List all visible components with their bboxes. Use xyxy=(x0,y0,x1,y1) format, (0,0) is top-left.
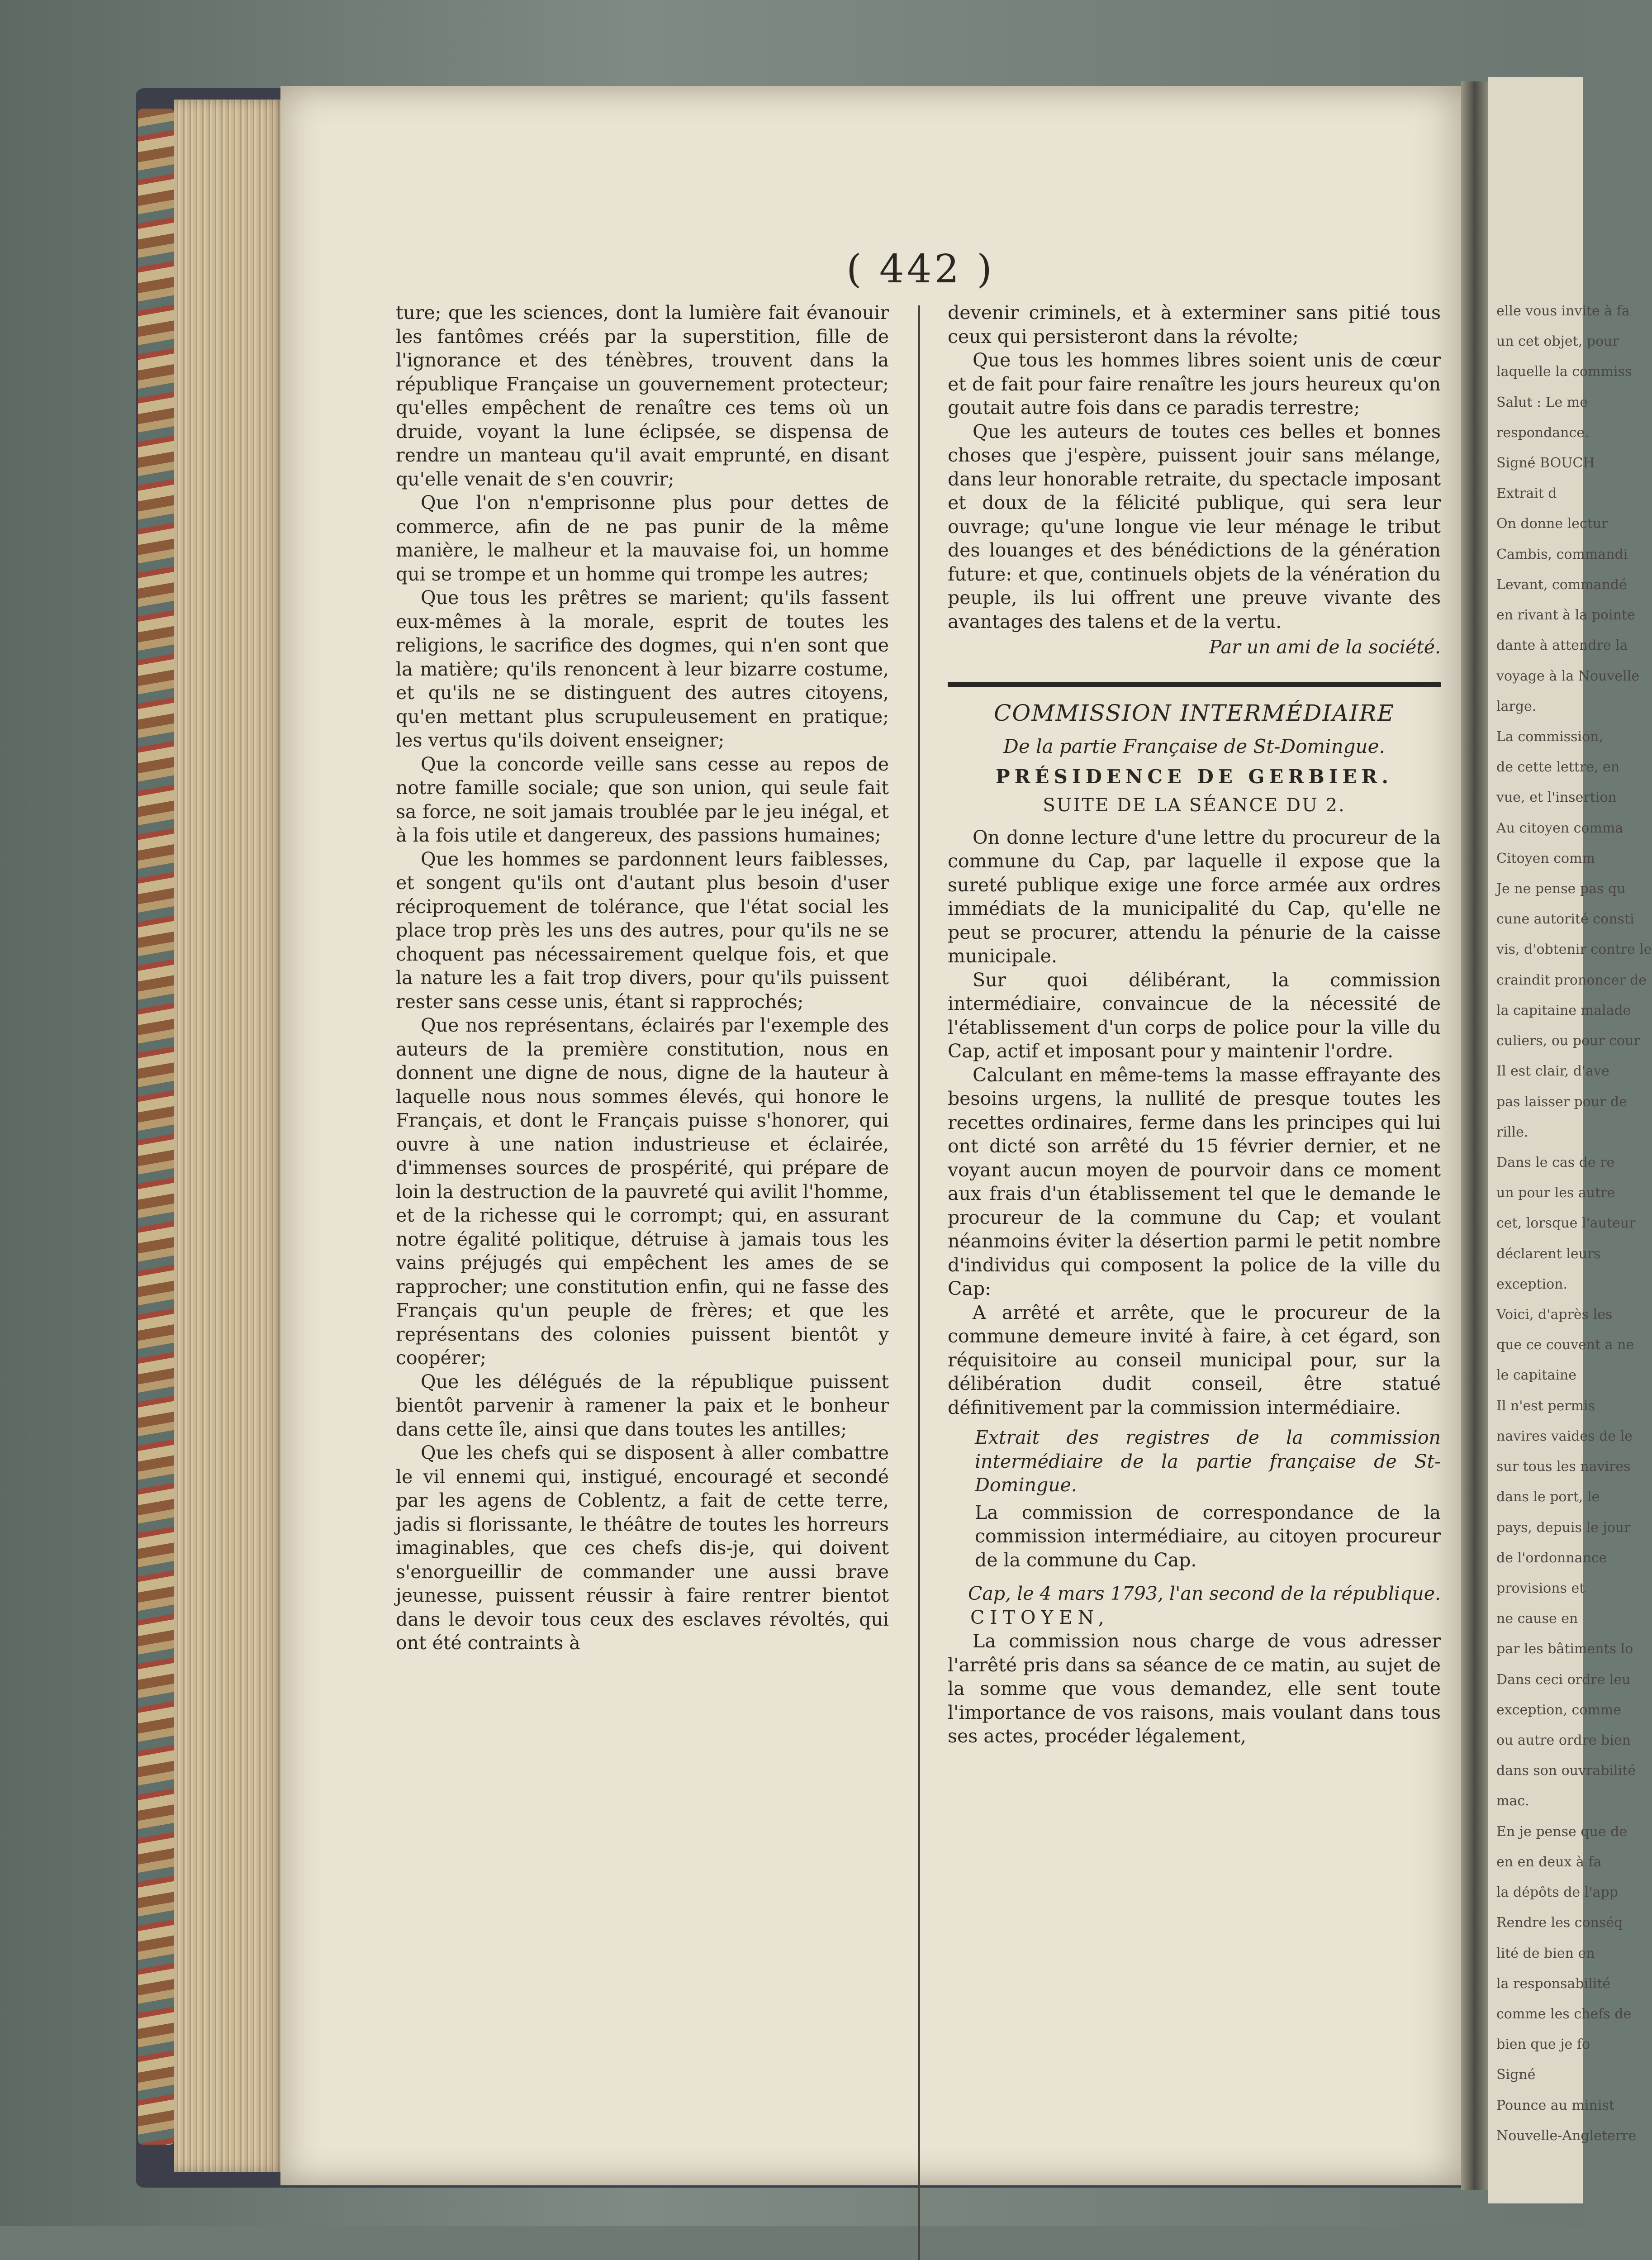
page-edges xyxy=(174,100,287,2172)
facing-page xyxy=(1488,77,1652,2203)
paragraph: Que nos représentans, éclairés par l'exemple des auteurs de la première constitution, nous en donnent une digne de nous, digne de la hauteur à laquelle nous nous sommes élevés, qui honore le Français, et dont le Français puisse s'honorer, qui ouvre à une nation industrieuse et éclairée, d'immenses sources de prospérité, qui prépare de loin la destruction de la pauvreté qui avilit l'homme, et de la richesse qui le corrompt; qui, en assurant notre égalité politique, détruise à jamais tous les vains préjugés qui empêchent les ames de se rapprocher; une constitution enfin, qui ne fasse des Français qu'un peuple de frères; et que les représentans des colonies puissent bientôt y coopérer; xyxy=(396,1014,889,1369)
facing-page-snippet: dans le port, le xyxy=(1496,1489,1600,1505)
facing-page-snippet: Rendre les conséq xyxy=(1496,1915,1623,1931)
paragraph: Que tous les hommes libres soient unis de cœur et de fait pour faire renaître les jours heureux qu'on goutait autre fois dans ce paradis terrestre; xyxy=(948,349,1441,419)
facing-page-snippet: La commission, xyxy=(1496,729,1604,745)
facing-page-snippet: la responsabilité xyxy=(1496,1976,1611,1992)
facing-page-snippet: de l'ordonnance xyxy=(1496,1550,1607,1566)
facing-page-snippet: cune autorité consti xyxy=(1496,911,1634,927)
facing-page-snippet: En je pense que de xyxy=(1496,1824,1628,1840)
section-subheading: De la partie Française de St-Domingue. xyxy=(1003,735,1385,757)
paragraph: Que les hommes se pardonnent leurs faiblesses, et songent qu'ils ont d'autant plus besoin d'user réciproquement de tolérance, que l'état social les place trop près les uns des autres, pour qu'ils ne se choquent pas nécessairement quelque fois, et que la nature les a fait trop divers, pour qu'ils puissent rester sans cesse unis, étant si rapprochés; xyxy=(396,848,889,1013)
paragraph: Que tous les prêtres se marient; qu'ils fassent eux-mêmes à la morale, esprit de toutes les religions, le sacrifice des dogmes, qui n'en sont que la matière; qu'ils renoncent à leur bizarre costume, et qu'ils ne se distinguent des autres citoyens, qu'en mettant plus scrupuleusement en pratique; les vertus qu'ils doivent enseigner; xyxy=(396,587,889,751)
facing-page-snippet: Je ne pense pas qu xyxy=(1496,881,1626,897)
facing-page-snippet: Signé xyxy=(1496,2067,1536,2083)
facing-page-snippet: sur tous les navires xyxy=(1496,1459,1631,1475)
facing-page-snippet: provisions et xyxy=(1496,1580,1585,1596)
facing-page-snippet: culiers, ou pour cour xyxy=(1496,1033,1640,1049)
facing-page-snippet: respondance. xyxy=(1496,425,1589,441)
presidence-heading: PRÉSIDENCE DE GERBIER. xyxy=(996,765,1393,788)
section-rule xyxy=(948,682,1441,687)
facing-page-snippet: Dans le cas de re xyxy=(1496,1155,1615,1170)
facing-page-snippet: Signé BOUCH xyxy=(1496,455,1595,471)
page-number: ( 442 ) xyxy=(846,247,995,292)
facing-page-snippet: On donne lectur xyxy=(1496,516,1608,532)
paragraph: devenir criminels, et à exterminer sans pitié tous ceux qui persisteront dans la révolte; xyxy=(948,302,1441,347)
facing-page-snippet: un cet objet, pour xyxy=(1496,333,1619,349)
paragraph: On donne lecture d'une lettre du procureur de la commune du Cap, par laquelle il expose que la sureté publique exige une force armée aux ordres immédiats de la municipalité du Cap, qu'elle ne peut se procurer, attendu la pénurie de la caisse municipale. xyxy=(948,826,1441,967)
facing-page-snippet: Salut : Le me xyxy=(1496,395,1588,410)
facing-page-snippet: Extrait d xyxy=(1496,485,1557,501)
left-column xyxy=(396,301,889,1655)
paragraph: A arrêté et arrête, que le procureur de la commune demeure invité à faire, à cet égard, son réquisitoire au conseil municipal pour, sur la délibération dudit conseil, être statué définitivement par la commission intermédiaire. xyxy=(948,1301,1441,1418)
facing-page-snippet: rille. xyxy=(1496,1124,1529,1140)
paragraph: Que les délégués de la république puissent bientôt parvenir à ramener la paix et le bonheur dans cette île, ainsi que dans toutes les antilles; xyxy=(396,1370,889,1440)
facing-page-snippet: Nouvelle-Angleterre xyxy=(1496,2128,1637,2144)
column-divider xyxy=(918,305,920,2260)
signature: Par un ami de la société. xyxy=(1209,636,1441,658)
facing-page-snippet: vis, d'obtenir contre le xyxy=(1496,942,1652,957)
facing-page-snippet: en en deux à fa xyxy=(1496,1854,1602,1870)
facing-page-snippet: comme les chefs de xyxy=(1496,2006,1632,2022)
right-column xyxy=(948,301,1441,1748)
facing-page-snippet: bien que je fo xyxy=(1496,2036,1590,2052)
facing-page-snippet: que ce couvent a ne xyxy=(1496,1337,1634,1353)
marbled-edge xyxy=(138,109,174,2145)
extrait-heading: Extrait des registres de la commission intermédiaire de la partie française de St-Domingue. xyxy=(975,1427,1441,1496)
facing-page-snippet: Citoyen comm xyxy=(1496,851,1595,866)
facing-page-snippet: la dépôts de l'app xyxy=(1496,1884,1618,1900)
facing-page-snippet: Cambis, commandi xyxy=(1496,547,1628,562)
facing-page-snippet: craindit prononcer de xyxy=(1496,972,1647,988)
facing-page-snippet: ou autre ordre bien xyxy=(1496,1732,1631,1748)
paragraph: Que les chefs qui se disposent à aller combattre le vil ennemi qui, instigué, encouragé et secondé par les agens de Coblentz, a fait de cette terre, jadis si florissante, le théâtre de toutes les horreurs imaginables, que ces chefs dis-je, qui doivent s'enorgueillir de commander une aussi brave jeunesse, puissent réussir à faire rentrer bientot dans le devoir tous ceux des esclaves révoltés, qui ont été contraints à xyxy=(396,1442,889,1654)
facing-page-snippet: dante à attendre la xyxy=(1496,638,1628,653)
facing-page-snippet: en rivant à la pointe xyxy=(1496,607,1635,623)
paragraph: Que l'on n'emprisonne plus pour dettes de commerce, afin de ne pas punir de la même manière, le malheur et la mauvaise foi, un homme qui se trompe et un homme qui trompe les autres; xyxy=(396,492,889,585)
facing-page-snippet: Dans ceci ordre leu xyxy=(1496,1672,1631,1688)
facing-page-snippet: elle vous invite à fa xyxy=(1496,303,1630,319)
date-line: Cap, le 4 mars 1793, l'an second de la république. xyxy=(968,1583,1441,1604)
paragraph: La commission nous charge de vous adresser l'arrêté pris dans sa séance de ce matin, au sujet de la somme que vous demandez, elle sent toute l'importance de vos raisons, mais voulant dans tous ses actes, procéder légalement, xyxy=(948,1630,1441,1747)
facing-page-snippet: pays, depuis le jour xyxy=(1496,1520,1631,1536)
facing-page-snippet: dans son ouvrabilité xyxy=(1496,1763,1636,1779)
facing-page-snippet: Il n'est permis xyxy=(1496,1398,1595,1414)
facing-page-snippet: exception. xyxy=(1496,1276,1568,1292)
salutation: CITOYEN, xyxy=(970,1606,1110,1628)
address-line: La commission de correspondance de la commission intermédiaire, au citoyen procureur de la commune du Cap. xyxy=(975,1501,1441,1571)
facing-page-snippet: déclarent leurs xyxy=(1496,1246,1601,1262)
facing-page-snippet: Il est clair, d'ave xyxy=(1496,1063,1609,1079)
paragraph: Que les auteurs de toutes ces belles et bonnes choses que j'espère, puissent jouir sans mélange, dans leur honorable retraite, du spectacle imposant et doux de la félicité publique, qui sera leur ouvrage; qu'une longue vie leur ménage le tribut des louanges et des bénédictions de la génération future: et que, continuels objets de la vénération du peuple, ils lui offrent une preuve vivante des avantages des talens et de la vertu. xyxy=(948,420,1441,633)
facing-page-snippet: pas laisser pour de xyxy=(1496,1094,1627,1110)
paragraph: Que la concorde veille sans cesse au repos de notre famille sociale; que son union, qui seule fait sa force, ne soit jamais troublée par le jeu inégal, et à la fois utile et dangereux, des passions humaines; xyxy=(396,753,889,846)
facing-page-snippet: navires vaides de le xyxy=(1496,1428,1633,1444)
paragraph: ture; que les sciences, dont la lumière fait évanouir les fantômes créés par la superstition, fille de l'ignorance et des ténèbres, trouvent dans la république Française un gouvernement protecteur; qu'elles empêchent de renaître ces tems où un druide, voyant la lune éclipsée, se dispensa de rendre un manteau qu'il avait emprunté, en disant qu'elle venait de s'en couvrir; xyxy=(396,302,889,490)
facing-page-snippet: la capitaine malade xyxy=(1496,1003,1631,1018)
facing-page-snippet: lité de bien en xyxy=(1496,1946,1595,1961)
facing-page-snippet: exception, comme xyxy=(1496,1702,1622,1718)
facing-page-snippet: large. xyxy=(1496,699,1537,714)
facing-page-snippet: par les bâtiments lo xyxy=(1496,1641,1633,1657)
paragraph: Sur quoi délibérant, la commission intermédiaire, convaincue de la nécessité de l'établissement d'un corps de police pour la ville du Cap, actif et imposant pour y maintenir l'ordre. xyxy=(948,969,1441,1062)
facing-page-snippet: laquelle la commiss xyxy=(1496,364,1632,380)
facing-page-snippet: cet, lorsque l'auteur xyxy=(1496,1215,1636,1231)
facing-page-snippet: Au citoyen comma xyxy=(1496,820,1624,836)
facing-page-snippet: vue, et l'insertion xyxy=(1496,790,1617,805)
facing-page-snippet: Voici, d'après les xyxy=(1496,1307,1613,1323)
seance-heading: SUITE DE LA SÉANCE DU 2. xyxy=(1043,795,1346,816)
facing-page-snippet: Levant, commandé xyxy=(1496,577,1627,593)
facing-page-snippet: voyage à la Nouvelle xyxy=(1496,668,1640,684)
facing-page-snippet: un pour les autre xyxy=(1496,1185,1615,1201)
facing-page-snippet: de cette lettre, en xyxy=(1496,759,1620,775)
facing-page-snippet: mac. xyxy=(1496,1793,1529,1809)
section-heading: COMMISSION INTERMÉDIAIRE xyxy=(994,699,1395,726)
facing-page-snippet: le capitaine xyxy=(1496,1367,1576,1383)
facing-page-snippet: Pounce au minist xyxy=(1496,2098,1614,2113)
paragraph: Calculant en même-tems la masse effrayante des besoins urgens, la nullité de presque toutes les recettes ordinaires, ferme dans les principes qui lui ont dicté son arrêté du 15 février dernier, et ne voyant aucun moyen de pourvoir dans ce moment aux frais d'un établissement tel que le demande le procureur de la commune du Cap; et voulant néanmoins éviter la désertion parmi le petit nombre d'individus qui composent la police de la ville du Cap: xyxy=(948,1064,1441,1299)
facing-page-snippet: ne cause en xyxy=(1496,1611,1578,1627)
book-gutter xyxy=(1461,81,1488,2190)
